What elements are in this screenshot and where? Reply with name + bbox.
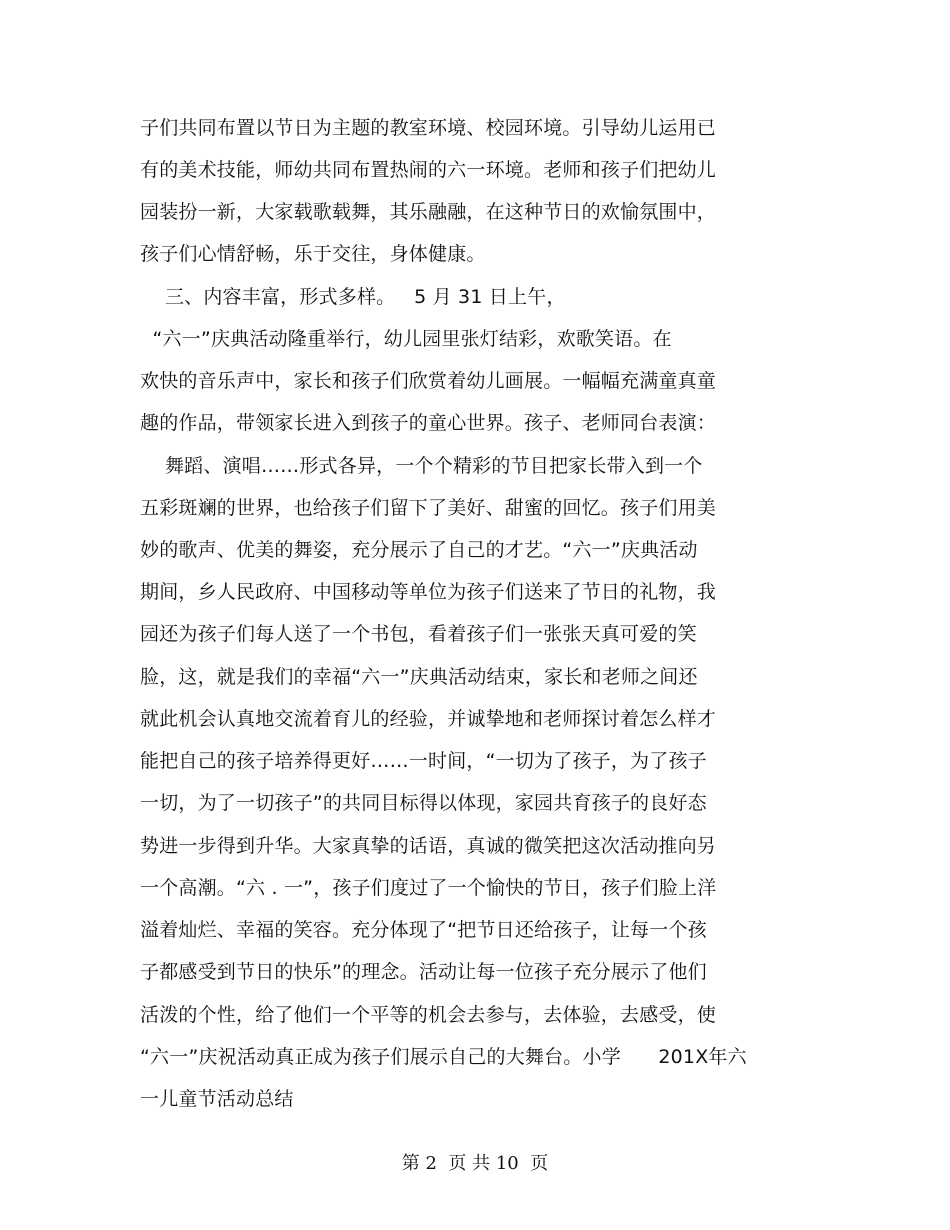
body-text-line: 五彩斑斓的世界，也给孩子们留下了美好、甜蜜的回忆。孩子们用美 (140, 497, 717, 519)
body-text-line: 园还为孩子们每人送了一个书包，看着孩子们一张张天真可爱的笑 (140, 623, 697, 645)
body-text-line: 一个高潮。“六 . 一”，孩子们度过了一个愉快的节日，孩子们脸上洋 (140, 877, 717, 899)
body-text-line: 一切，为了一切孩子”的共同目标得以体现，家园共育孩子的良好态 (140, 792, 707, 814)
body-text-line: 一儿童节活动总结 (140, 1088, 294, 1110)
body-text-line: 活泼的个性，给了他们一个平等的机会去参与，去体验，去感受，使 (140, 1004, 717, 1026)
body-text-line: 趣的作品，带领家长进入到孩子的童心世界。孩子、老师同台表演： (140, 412, 717, 434)
body-text-line: 能把自己的孩子培养得更好……一时间，“一切为了孩子，为了孩子 (140, 750, 707, 772)
body-text-line: 子们共同布置以节日为主题的教室环境、校园环境。引导幼儿运用已 (140, 117, 717, 139)
body-text-line: 期间，乡人民政府、中国移动等单位为孩子们送来了节日的礼物，我 (140, 581, 717, 603)
page-number-footer: 第 2 页 共 10 页 (401, 1153, 549, 1174)
body-text-line: 势进一步得到升华。大家真挚的话语，真诚的微笑把这次活动推向另 (140, 835, 717, 857)
body-text-line: 园装扮一新，大家载歌载舞，其乐融融，在这种节日的欢愉氛围中， (140, 201, 717, 223)
body-text-line: 欢快的音乐声中，家长和孩子们欣赏着幼儿画展。一幅幅充满童真童 (140, 370, 717, 392)
body-text-line: 溢着灿烂、幸福的笑容。充分体现了“把节日还给孩子，让每一个孩 (140, 919, 707, 941)
body-text-line: 孩子们心情舒畅，乐于交往，身体健康。 (140, 243, 486, 265)
body-text-line: 就此机会认真地交流着育儿的经验，并诚挚地和老师探讨着怎么样才 (140, 708, 717, 730)
body-text-line: 有的美术技能，师幼共同布置热闹的六一环境。老师和孩子们把幼儿 (140, 159, 717, 181)
body-text-line: “六一”庆典活动隆重举行，幼儿园里张灯结彩，欢歌笑语。在 (140, 328, 672, 350)
section-heading-line: 三、内容丰富，形式多样。 5 月 31 日上午， (140, 286, 566, 308)
body-text-line: “六一”庆祝活动真正成为孩子们展示自己的大舞台。小学 201X年六 (140, 1046, 747, 1068)
body-text-line: 子都感受到节日的快乐”的理念。活动让每一位孩子充分展示了他们 (140, 961, 707, 983)
body-text-line: 舞蹈、演唱……形式各异，一个个精彩的节目把家长带入到一个 (140, 455, 703, 477)
body-text-line: 脸，这，就是我们的幸福“六一”庆典活动结束，家长和老师之间还 (140, 666, 698, 688)
body-text-line: 妙的歌声、优美的舞姿，充分展示了自己的才艺。“六一”庆典活动 (140, 539, 698, 561)
